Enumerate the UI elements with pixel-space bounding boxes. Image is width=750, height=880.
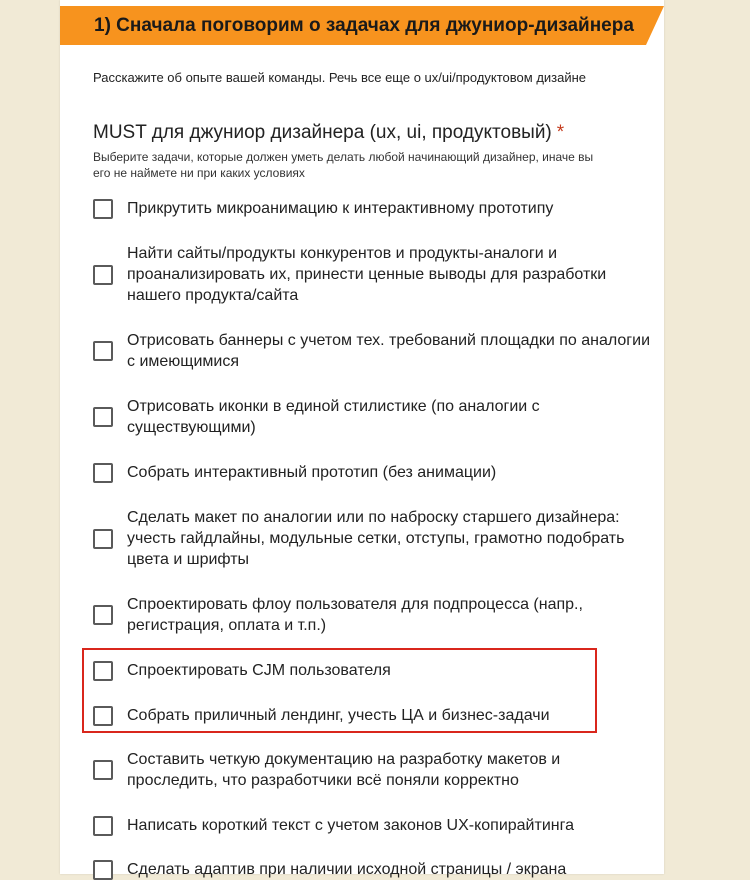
option-label: Спроектировать CJM пользователя (127, 662, 391, 679)
option-label: Спроектировать флоу пользователя для подпроцесса (напр., регистрация, оплата и т.п.) (127, 596, 583, 634)
checkbox-empty-icon[interactable] (93, 529, 113, 549)
option-microanimation[interactable] (93, 198, 653, 219)
option-label: Сделать адаптив при наличии исходной страницы / экрана (127, 861, 567, 878)
section-title: 1) Сначала поговорим о задачах для джуниор-дизайнера (94, 15, 634, 36)
option-label: Отрисовать иконки в единой стилистике (по аналогии с существующими) (127, 398, 540, 436)
checkbox-empty-icon[interactable] (93, 706, 113, 726)
option-label: Собрать приличный лендинг, учесть ЦА и бизнес-задачи (127, 707, 550, 724)
option-adaptive[interactable] (93, 859, 653, 880)
option-cjm[interactable] (93, 660, 653, 681)
option-label: Составить четкую документацию на разработку макетов и проследить, что разработчики всё поняли корректно (127, 751, 561, 789)
option-layout-by-analogy[interactable] (93, 507, 653, 570)
question-title (93, 122, 564, 144)
checkbox-empty-icon[interactable] (93, 816, 113, 836)
option-label: Собрать интерактивный прототип (без анимации) (127, 464, 497, 481)
option-landing[interactable] (93, 705, 653, 726)
section-header (60, 6, 664, 45)
option-documentation[interactable] (93, 749, 653, 791)
question-help-line-2: его не наймете ни при каких условиях (93, 166, 305, 180)
checkbox-empty-icon[interactable] (93, 661, 113, 681)
checkbox-empty-icon[interactable] (93, 605, 113, 625)
checkbox-empty-icon[interactable] (93, 265, 113, 285)
checkbox-empty-icon[interactable] (93, 341, 113, 361)
question-help-line-1: Выберите задачи, которые должен уметь делать любой начинающий дизайнер, иначе вы (93, 150, 594, 164)
option-ux-copywriting[interactable] (93, 815, 653, 836)
option-user-flow[interactable] (93, 594, 653, 636)
question-title-text: MUST для джуниор дизайнера (ux, ui, продуктовый) (93, 122, 552, 143)
checkbox-empty-icon[interactable] (93, 760, 113, 780)
option-icons[interactable] (93, 396, 653, 438)
checkbox-empty-icon[interactable] (93, 407, 113, 427)
checkbox-empty-icon[interactable] (93, 860, 113, 880)
option-label: Отрисовать баннеры с учетом тех. требований площадки по аналогии с имеющимися (127, 332, 651, 370)
checkbox-empty-icon[interactable] (93, 463, 113, 483)
option-label: Найти сайты/продукты конкурентов и продукты-аналоги и проанализировать их, принести ценные выводы для разработки нашего продукта/сайта (127, 245, 607, 304)
option-label: Сделать макет по аналогии или по наброску старшего дизайнера: учесть гайдлайны, модульные сетки, отступы, грамотно подобрать цвета и шрифты (127, 509, 625, 568)
section-description: Расскажите об опыте вашей команды. Речь все еще о ux/ui/продуктовом дизайне (93, 70, 587, 85)
question-help-text (93, 149, 653, 181)
option-label: Прикрутить микроанимацию к интерактивному прототипу (127, 200, 554, 217)
required-mark: * (556, 122, 565, 143)
option-banners[interactable] (93, 330, 653, 372)
checkbox-empty-icon[interactable] (93, 199, 113, 219)
option-competitor-analysis[interactable] (93, 243, 653, 306)
option-interactive-prototype[interactable] (93, 462, 653, 483)
option-label: Написать короткий текст с учетом законов UX-копирайтинга (127, 817, 574, 834)
